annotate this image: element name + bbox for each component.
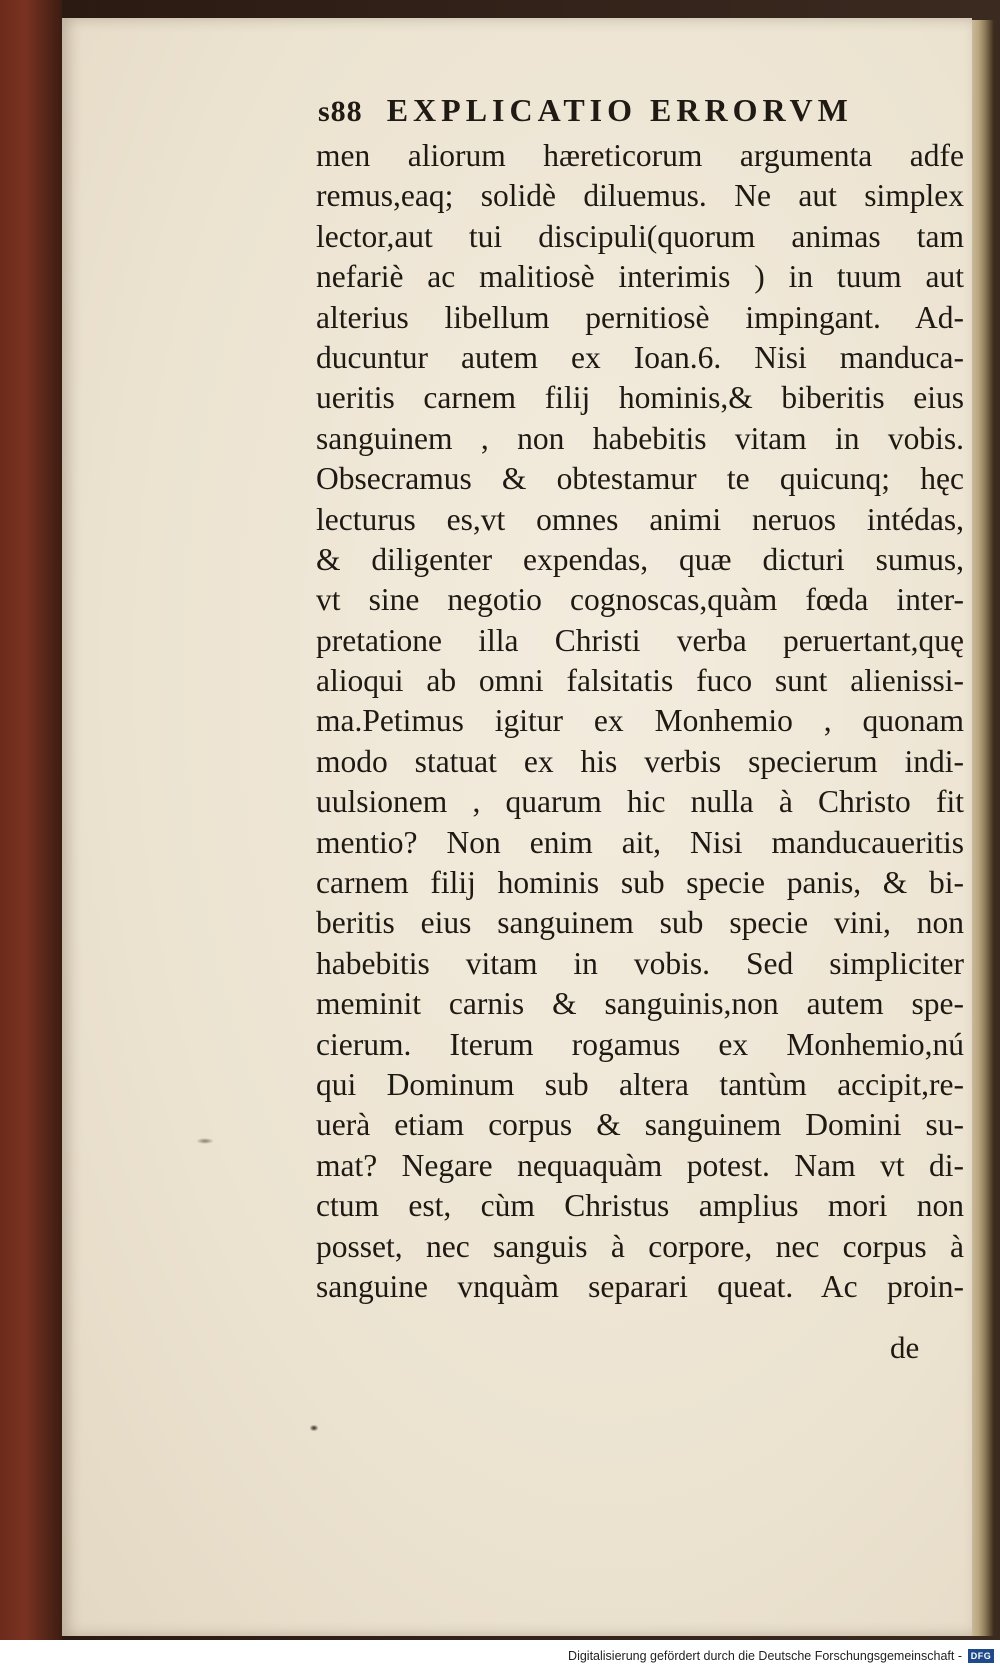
body-text: [316, 136, 964, 1307]
text-line: remus,eaq; solidè diluemus. Ne aut simplex: [316, 178, 964, 214]
text-line: vt sine negotio cognoscas,quàm fœda inter-: [316, 582, 964, 618]
dfg-logo-icon: DFG: [968, 1649, 994, 1663]
page-number: s88: [318, 95, 363, 128]
text-line: beritis eius sanguinem sub specie vini, non: [316, 905, 964, 941]
funding-credit: Digitalisierung gefördert durch die Deutsche Forschungsgemeinschaft -: [568, 1648, 962, 1663]
text-line: uerà etiam corpus & sanguinem Domini su-: [316, 1107, 964, 1143]
text-line: lector,aut tui discipuli(quorum animas tam: [316, 218, 964, 254]
text-line: men aliorum hæreticorum argumenta adfe: [316, 138, 964, 173]
text-line: pretatione illa Christi verba peruertant,quę: [316, 622, 964, 658]
text-line: ueritis carnem filij hominis,& biberitis eius: [316, 380, 964, 416]
book-spine: [0, 0, 62, 1640]
text-line: & diligenter expendas, quæ dicturi sumus,: [316, 541, 964, 577]
text-line: meminit carnis & sanguinis,non autem spe-: [316, 986, 964, 1022]
digitization-footer: [0, 1640, 1000, 1671]
text-line: mat? Negare nequaquàm potest. Nam vt di-: [316, 1147, 964, 1183]
text-line: Obsecramus & obtestamur te quicunq; hęc: [316, 461, 964, 497]
text-line: lecturus es,vt omnes animi neruos intédas,: [316, 501, 964, 537]
text-line: ducuntur autem ex Ioan.6. Nisi manduca-: [316, 339, 964, 375]
text-line: qui Dominum sub altera tantùm accipit,re-: [316, 1066, 964, 1102]
text-line: alioqui ab omni falsitatis fuco sunt alienissi-: [316, 663, 964, 699]
text-line: sanguine vnquàm separari queat. Ac proin-: [316, 1268, 964, 1304]
text-line: sanguinem , non habebitis vitam in vobis.: [316, 420, 964, 456]
ink-spot: [310, 1425, 318, 1431]
text-line: posset, nec sanguis à corpore, nec corpus à: [316, 1228, 964, 1264]
running-title: EXPLICATIO ERRORVM: [386, 92, 853, 128]
catchword: de: [890, 1330, 920, 1365]
text-line: ma.Petimus igitur ex Monhemio , quonam: [316, 703, 964, 739]
text-line: modo statuat ex his verbis specierum indi-: [316, 743, 964, 779]
text-line: habebitis vitam in vobis. Sed simpliciter: [316, 945, 964, 981]
ink-smudge: [196, 1138, 214, 1144]
text-line: alterius libellum pernitiosè impingant. Ad-: [316, 299, 964, 335]
text-line: carnem filij hominis sub specie panis, & bi-: [316, 865, 964, 901]
text-line: ctum est, cùm Christus amplius mori non: [316, 1188, 964, 1224]
page-header: [318, 92, 958, 132]
text-line: uulsionem , quarum hic nulla à Christo fit: [316, 784, 964, 820]
text-line: cierum. Iterum rogamus ex Monhemio,nú: [316, 1026, 964, 1062]
text-line: mentio? Non enim ait, Nisi manducaueritis: [316, 824, 964, 860]
page-edge: [972, 20, 994, 1636]
text-line: nefariè ac malitiosè interimis ) in tuum aut: [316, 259, 964, 295]
